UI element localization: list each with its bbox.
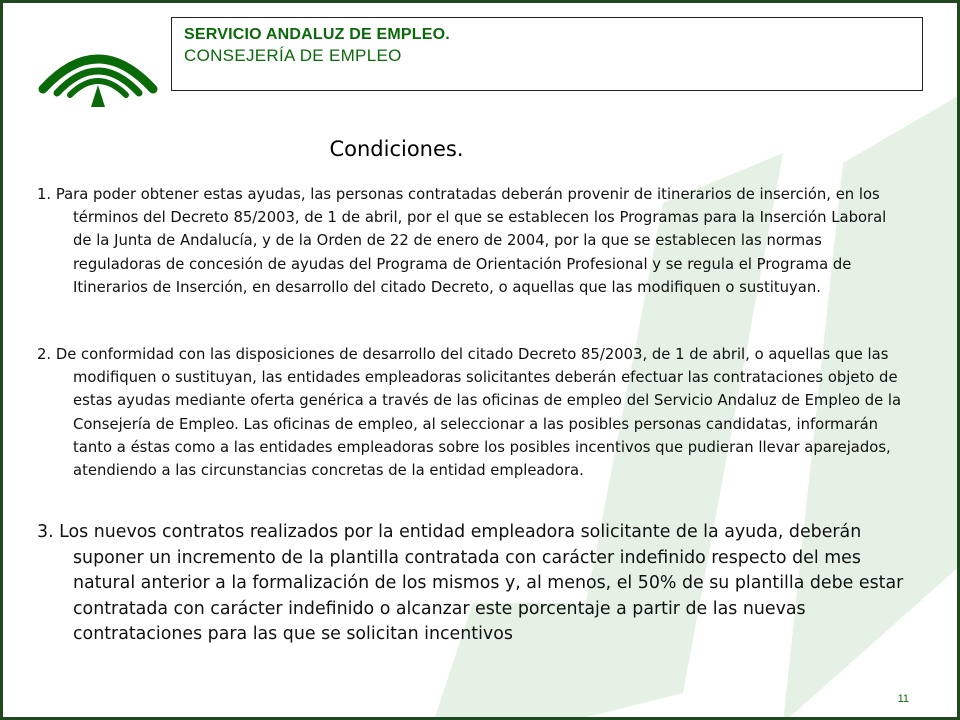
- paragraph-condition-3: 3. Los nuevos contratos realizados por la entidad empleadora solicitante de la ayuda, deberán suponer un incremento de la plantilla contratada con carácter indefinido respecto del mes natural anterior a la formalización de los mismos y, al menos, el 50% de su plantilla debe estar contratada con carácter indefinido o alcanzar este porcentaje a partir de las nuevas contrataciones para las que se solicitan incentivos: [37, 522, 904, 644]
- paragraph-condition-1: 1. Para poder obtener estas ayudas, las personas contratadas deberán provenir de itinerarios de inserción, en los términos del Decreto 85/2003, de 1 de abril, por el que se establecen los Programas para la Inserción Laboral de la Junta de Andalucía, y de la Orden de 22 de enero de 2004, por la que se establecen las normas reguladoras de concesión de ayudas del Programa de Orientación Profesional y se regula el Programa de Itinerarios de Inserción, en desarrollo del citado Decreto, o aquellas que las modifiquen o sustituyan.: [37, 186, 887, 296]
- header-organization: SERVICIO ANDALUZ DE EMPLEO.: [184, 26, 450, 43]
- header-ministry: CONSEJERÍA DE EMPLEO: [184, 46, 402, 65]
- paragraph-condition-2: 2. De conformidad con las disposiciones de desarrollo del citado Decreto 85/2003, de 1 de abril, o aquellas que las modifiquen o sustituyan, las entidades empleadoras solicitantes deberán efectuar las contrataciones objeto de estas ayudas mediante oferta genérica a través de las oficinas de empleo del Servicio Andaluz de Empleo de la Consejería de Empleo. Las oficinas de empleo, al seleccionar a las posibles personas candidatas, informarán tanto a éstas como a las entidades empleadoras sobre los posibles incentivos que pudieran llevar aparejados, atendiendo a las circunstancias concretas de la entidad empleadora.: [37, 346, 902, 480]
- page-number: 11: [897, 693, 909, 705]
- header-box: [171, 17, 923, 91]
- junta-andalucia-logo: [33, 31, 163, 111]
- page-title: Condiciones.: [329, 137, 464, 161]
